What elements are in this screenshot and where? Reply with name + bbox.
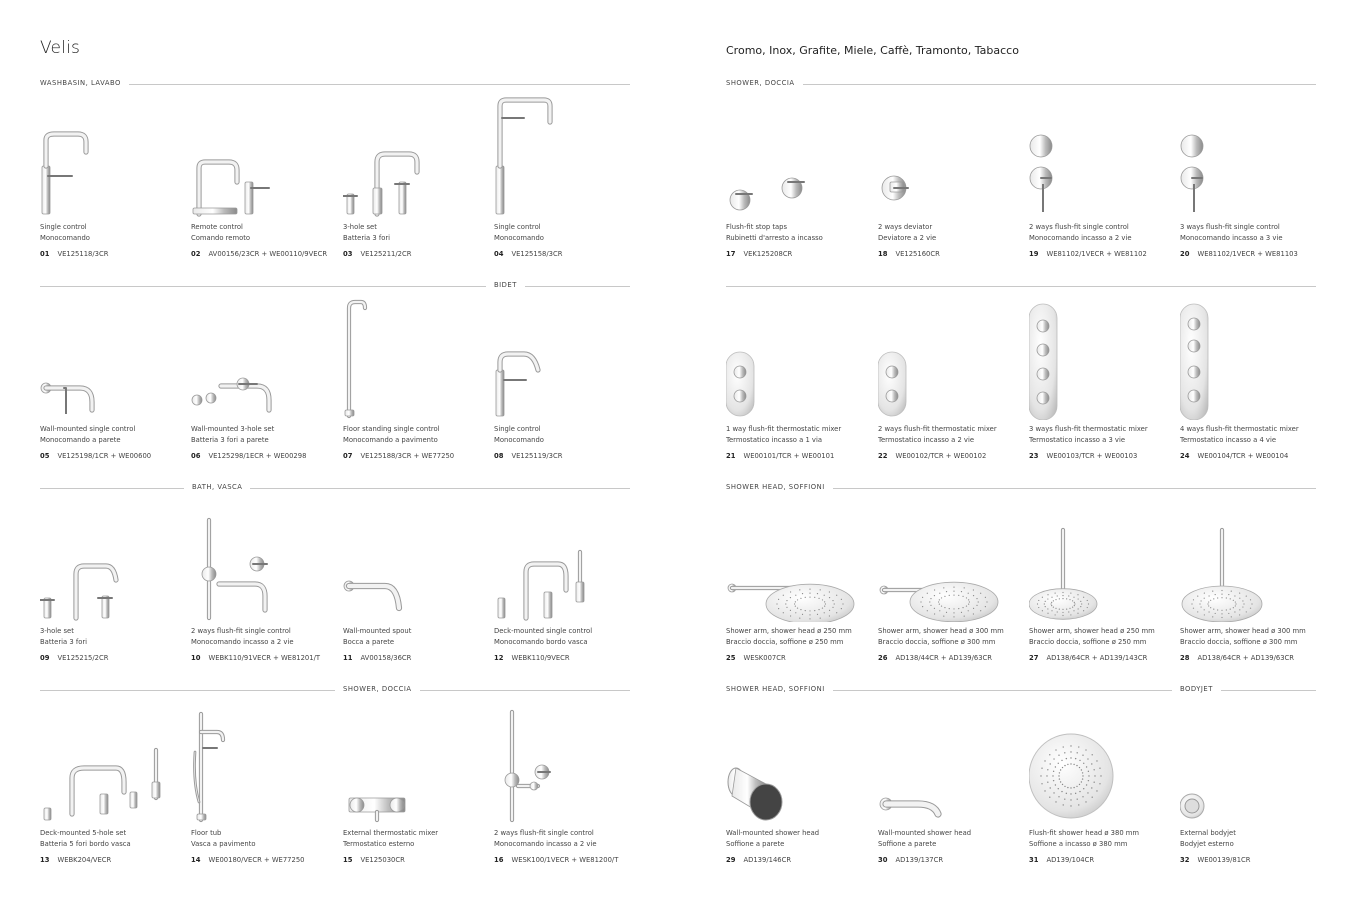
caption-it: Monocomando incasso a 3 vie	[1180, 233, 1283, 242]
product-item-22	[878, 298, 1028, 468]
caption-en: Shower arm, shower head ø 300 mm	[878, 627, 1004, 635]
product-code-line	[726, 452, 834, 460]
product-code: WE00101/TCR + WE00101	[743, 452, 835, 460]
ceiling-shower-head-300-icon	[1180, 500, 1320, 622]
caption-it: Monocomando	[494, 435, 544, 444]
product-item-29	[726, 702, 876, 872]
caption-it: Braccio doccia, soffione ø 300 mm	[1180, 637, 1298, 646]
product-code: AV00156/23CR + WE00110/9VECR	[208, 250, 328, 258]
product-caption	[1180, 222, 1283, 243]
caption-it: Rubinetti d'arresto a incasso	[726, 233, 823, 242]
section-shower-head	[726, 483, 1316, 493]
product-caption	[343, 828, 438, 849]
product-code-line	[343, 452, 454, 460]
caption-it: Termostatico esterno	[343, 839, 415, 848]
product-number: 04	[494, 250, 504, 258]
section-label: SHOWER, DOCCIA	[726, 79, 803, 87]
product-caption	[1180, 424, 1299, 445]
caption-en: 2 ways flush-fit single control	[494, 829, 594, 837]
product-code: VE125188/3CR + WE77250	[360, 452, 455, 460]
section-bath	[40, 483, 630, 493]
caption-en: 1 way flush-fit thermostatic mixer	[726, 425, 842, 433]
ceiling-shower-head-250-icon	[1029, 500, 1169, 622]
caption-it: Termostatico incasso a 1 via	[726, 435, 822, 444]
section-shower	[40, 685, 630, 695]
product-caption	[726, 222, 823, 243]
product-number: 24	[1180, 452, 1190, 460]
caption-en: Wall-mounted spout	[343, 627, 412, 635]
product-number: 13	[40, 856, 50, 864]
caption-en: Wall-mounted single control	[40, 425, 136, 433]
product-number: 22	[878, 452, 888, 460]
bodyjet-icon	[1180, 702, 1320, 824]
section-shower-head-bodyjet	[726, 685, 1316, 695]
product-code-line	[1180, 250, 1298, 258]
curved-shower-head-icon	[878, 702, 1018, 824]
product-code: WE00104/TCR + WE00104	[1197, 452, 1289, 460]
product-caption	[1180, 626, 1306, 647]
product-number: 15	[343, 856, 353, 864]
product-code: WE00103/TCR + WE00103	[1046, 452, 1138, 460]
caption-en: 3 ways flush-fit single control	[1180, 223, 1280, 231]
wall-three-hole-icon	[191, 298, 331, 420]
extra-tall-mixer-icon	[494, 96, 634, 218]
product-caption	[726, 424, 841, 445]
section-label: SHOWER, DOCCIA	[335, 685, 420, 693]
product-number: 31	[1029, 856, 1039, 864]
product-item-08	[494, 298, 644, 468]
product-item-27	[1029, 500, 1179, 670]
bath-three-hole-icon	[40, 500, 180, 622]
product-code-line	[191, 654, 320, 662]
product-code-line	[726, 654, 786, 662]
product-code: WESK100/1VECR + WE81200/T	[511, 856, 619, 864]
caption-it: Bodyjet esterno	[1180, 839, 1234, 848]
caption-it: Monocomando a pavimento	[343, 435, 438, 444]
product-code: AD138/64CR + AD139/63CR	[1197, 654, 1295, 662]
product-code-line	[343, 654, 411, 662]
caption-en: 4 ways flush-fit thermostatic mixer	[1180, 425, 1299, 433]
caption-it: Batteria 5 fori bordo vasca	[40, 839, 131, 848]
product-number: 14	[191, 856, 201, 864]
product-caption	[191, 626, 294, 647]
product-code-line	[494, 250, 562, 258]
product-caption	[878, 222, 936, 243]
product-code: WESK007CR	[743, 654, 786, 662]
product-code-line	[343, 856, 405, 864]
deviator-icon	[878, 96, 1018, 218]
product-item-15	[343, 702, 493, 872]
section-label: WASHBASIN, LAVABO	[40, 79, 129, 87]
caption-it: Termostatico incasso a 2 vie	[878, 435, 975, 444]
product-code: WEBK110/9VECR	[511, 654, 570, 662]
product-number: 02	[191, 250, 201, 258]
product-caption	[40, 222, 90, 243]
product-code: VE125215/2CR	[57, 654, 109, 662]
product-item-30	[878, 702, 1028, 872]
caption-it: Monocomando incasso a 2 vie	[1029, 233, 1132, 242]
product-code: VE125298/1ECR + WE00298	[208, 452, 307, 460]
product-item-19	[1029, 96, 1179, 266]
caption-en: 2 ways flush-fit single control	[1029, 223, 1129, 231]
product-number: 10	[191, 654, 201, 662]
product-item-23	[1029, 298, 1179, 468]
product-caption	[191, 424, 274, 445]
thermostatic-plate-1-icon	[726, 298, 866, 420]
product-caption	[191, 222, 250, 243]
caption-it: Batteria 3 fori	[343, 233, 391, 242]
caption-it: Braccio doccia, soffione ø 250 mm	[1029, 637, 1147, 646]
product-item-13	[40, 702, 190, 872]
product-code: AD139/146CR	[743, 856, 792, 864]
two-way-control-icon	[1029, 96, 1169, 218]
caption-it: Monocomando incasso a 2 vie	[191, 637, 294, 646]
product-item-21	[726, 298, 876, 468]
product-item-31	[1029, 702, 1179, 872]
caption-it: Vasca a pavimento	[191, 839, 256, 848]
product-code: VE125118/3CR	[57, 250, 109, 258]
floor-tub-mixer-icon	[191, 702, 331, 824]
thermostatic-mixer-icon	[343, 702, 483, 824]
product-number: 01	[40, 250, 50, 258]
product-code-line	[878, 452, 986, 460]
product-code-line	[878, 856, 943, 864]
section-label: SHOWER HEAD, SOFFIONI	[726, 483, 833, 491]
product-code-line	[1180, 856, 1251, 864]
product-number: 09	[40, 654, 50, 662]
product-number: 17	[726, 250, 736, 258]
caption-it: Braccio doccia, soffione ø 250 mm	[726, 637, 844, 646]
product-code-line	[1180, 654, 1294, 662]
product-caption	[343, 424, 440, 445]
product-item-18	[878, 96, 1028, 266]
product-code: VEK125208CR	[743, 250, 793, 258]
wall-shower-head-250-icon	[726, 500, 866, 622]
caption-it: Braccio doccia, soffione ø 300 mm	[878, 637, 996, 646]
product-item-26	[878, 500, 1028, 670]
tall-basin-mixer-icon	[40, 96, 180, 218]
section-label: BIDET	[486, 281, 525, 289]
caption-it: Termostatico incasso a 3 vie	[1029, 435, 1126, 444]
thermostatic-plate-3-icon	[1029, 298, 1169, 420]
product-caption	[40, 424, 135, 445]
small-shower-head-icon	[726, 702, 866, 824]
product-code: VE125158/3CR	[511, 250, 563, 258]
product-number: 05	[40, 452, 50, 460]
product-caption	[191, 828, 256, 849]
product-code: AD138/44CR + AD139/63CR	[895, 654, 993, 662]
caption-en: Single control	[40, 223, 87, 231]
product-code-line	[343, 250, 411, 258]
caption-en: Wall-mounted shower head	[878, 829, 972, 837]
product-number: 12	[494, 654, 504, 662]
product-number: 11	[343, 654, 353, 662]
product-item-17	[726, 96, 876, 266]
product-caption	[40, 828, 131, 849]
product-number: 29	[726, 856, 736, 864]
caption-en: Flush-fit shower head ø 380 mm	[1029, 829, 1140, 837]
wall-spout-icon	[343, 500, 483, 622]
product-code-line	[726, 856, 791, 864]
caption-it: Monocomando bordo vasca	[494, 637, 588, 646]
product-code-line	[40, 654, 108, 662]
caption-en: 2 ways flush-fit single control	[191, 627, 291, 635]
product-caption	[494, 222, 544, 243]
product-code-line	[40, 856, 111, 864]
floor-standing-mixer-icon	[343, 298, 483, 420]
caption-it: Monocomando incasso a 2 vie	[494, 839, 597, 848]
caption-en: External thermostatic mixer	[343, 829, 439, 837]
product-caption	[1180, 828, 1236, 849]
caption-en: Floor tub	[191, 829, 222, 837]
section-label: SHOWER HEAD, SOFFIONI	[726, 685, 833, 693]
product-code-line	[878, 250, 940, 258]
caption-it: Termostatico incasso a 4 vie	[1180, 435, 1277, 444]
section-divider	[726, 281, 1316, 291]
product-caption	[878, 626, 1004, 647]
product-caption	[878, 828, 971, 849]
product-caption	[1029, 424, 1148, 445]
product-code-line	[878, 654, 992, 662]
product-code: VE125119/3CR	[511, 452, 563, 460]
caption-en: Single control	[494, 425, 541, 433]
section-label: BATH, VASCA	[184, 483, 250, 491]
five-hole-set-icon	[40, 702, 180, 824]
product-number: 27	[1029, 654, 1039, 662]
caption-en: Wall-mounted shower head	[726, 829, 820, 837]
three-hole-set-icon	[343, 96, 483, 218]
product-code: WE81102/1VECR + WE81103	[1197, 250, 1298, 258]
product-code: AD139/137CR	[895, 856, 944, 864]
product-code-line	[1029, 856, 1094, 864]
wall-shower-head-300-icon	[878, 500, 1018, 622]
product-code-line	[40, 452, 151, 460]
product-code-line	[191, 250, 327, 258]
product-number: 32	[1180, 856, 1190, 864]
product-caption	[726, 828, 819, 849]
caption-en: Wall-mounted 3-hole set	[191, 425, 275, 433]
remote-control-mixer-icon	[191, 96, 331, 218]
product-code-line	[494, 452, 562, 460]
product-code-line	[191, 452, 306, 460]
product-caption	[494, 626, 592, 647]
caption-it: Soffione a incasso ø 380 mm	[1029, 839, 1128, 848]
deck-mounted-mixer-icon	[494, 500, 634, 622]
product-code: WE00180/VECR + WE77250	[208, 856, 305, 864]
product-item-11	[343, 500, 493, 670]
section-shower	[726, 79, 1316, 89]
product-number: 25	[726, 654, 736, 662]
caption-it: Monocomando	[40, 233, 90, 242]
caption-en: Shower arm, shower head ø 250 mm	[726, 627, 852, 635]
shower-set-icon	[494, 702, 634, 824]
product-item-06	[191, 298, 341, 468]
bidet-mixer-icon	[494, 298, 634, 420]
product-item-09	[40, 500, 190, 670]
product-number: 28	[1180, 654, 1190, 662]
section-bidet	[40, 281, 630, 291]
product-item-16	[494, 702, 644, 872]
product-caption	[494, 828, 597, 849]
product-item-20	[1180, 96, 1330, 266]
product-code: AD138/64CR + AD139/143CR	[1046, 654, 1148, 662]
caption-it: Monocomando	[494, 233, 544, 242]
caption-en: 3-hole set	[343, 223, 377, 231]
caption-it: Soffione a parete	[878, 839, 937, 848]
product-code: AV00158/36CR	[360, 654, 412, 662]
caption-en: Deck-mounted 5-hole set	[40, 829, 127, 837]
product-item-04	[494, 96, 644, 266]
product-code-line	[1029, 250, 1147, 258]
caption-en: Shower arm, shower head ø 250 mm	[1029, 627, 1155, 635]
caption-it: Bocca a parete	[343, 637, 395, 646]
product-number: 08	[494, 452, 504, 460]
caption-en: Remote control	[191, 223, 243, 231]
section-label: BODYJET	[1172, 685, 1221, 693]
caption-en: 3 ways flush-fit thermostatic mixer	[1029, 425, 1148, 433]
caption-en: 2 ways deviator	[878, 223, 933, 231]
product-number: 21	[726, 452, 736, 460]
product-code-line	[494, 654, 570, 662]
caption-it: Batteria 3 fori	[40, 637, 88, 646]
stop-taps-icon	[726, 96, 866, 218]
product-item-10	[191, 500, 341, 670]
product-caption	[343, 222, 390, 243]
product-item-25	[726, 500, 876, 670]
section-washbasin	[40, 79, 630, 89]
product-code-line	[1180, 452, 1288, 460]
product-number: 23	[1029, 452, 1039, 460]
product-code-line	[40, 250, 108, 258]
product-code: WE81102/1VECR + WE81102	[1046, 250, 1147, 258]
caption-it: Deviatore a 2 vie	[878, 233, 937, 242]
caption-it: Soffione a parete	[726, 839, 785, 848]
three-way-control-icon	[1180, 96, 1320, 218]
product-code: VE125030CR	[360, 856, 405, 864]
product-item-12	[494, 500, 644, 670]
wall-mixer-icon	[40, 298, 180, 420]
product-item-02	[191, 96, 341, 266]
product-number: 20	[1180, 250, 1190, 258]
product-item-32	[1180, 702, 1330, 872]
thermostatic-plate-4-icon	[1180, 298, 1320, 420]
product-number: 30	[878, 856, 888, 864]
product-caption	[494, 424, 544, 445]
caption-en: Single control	[494, 223, 541, 231]
caption-it: Comando remoto	[191, 233, 251, 242]
product-code: VE125160CR	[895, 250, 940, 258]
product-caption	[726, 626, 852, 647]
product-caption	[1029, 828, 1139, 849]
caption-en: Deck-mounted single control	[494, 627, 593, 635]
product-code: WE00102/TCR + WE00102	[895, 452, 987, 460]
product-number: 19	[1029, 250, 1039, 258]
product-item-14	[191, 702, 341, 872]
product-code-line	[726, 250, 792, 258]
caption-it: Monocomando a parete	[40, 435, 121, 444]
caption-en: External bodyjet	[1180, 829, 1236, 837]
product-code-line	[191, 856, 304, 864]
product-item-24	[1180, 298, 1330, 468]
product-code-line	[494, 856, 618, 864]
product-number: 07	[343, 452, 353, 460]
product-item-07	[343, 298, 493, 468]
product-caption	[343, 626, 411, 647]
product-number: 16	[494, 856, 504, 864]
product-code: AD139/104CR	[1046, 856, 1095, 864]
product-number: 26	[878, 654, 888, 662]
product-item-05	[40, 298, 190, 468]
product-code: WE00139/81CR	[1197, 856, 1251, 864]
finishes-list: Cromo, Inox, Grafite, Miele, Caffè, Tramonto, Tabacco	[726, 44, 1019, 57]
caption-en: 3-hole set	[40, 627, 74, 635]
caption-en: Floor standing single control	[343, 425, 440, 433]
product-item-28	[1180, 500, 1330, 670]
product-code-line	[1029, 654, 1147, 662]
caption-en: Shower arm, shower head ø 300 mm	[1180, 627, 1306, 635]
product-number: 03	[343, 250, 353, 258]
product-number: 06	[191, 452, 201, 460]
product-number: 18	[878, 250, 888, 258]
product-code: VE125198/1CR + WE00600	[57, 452, 152, 460]
product-caption	[878, 424, 997, 445]
product-code: WEBK110/91VECR + WE81201/T	[208, 654, 321, 662]
product-item-01	[40, 96, 190, 266]
thermostatic-plate-2-icon	[878, 298, 1018, 420]
product-code-line	[1029, 452, 1137, 460]
product-caption	[1029, 222, 1132, 243]
product-code: VE125211/2CR	[360, 250, 412, 258]
product-item-03	[343, 96, 493, 266]
product-code: WEBK204/VECR	[57, 856, 112, 864]
caption-en: 2 ways flush-fit thermostatic mixer	[878, 425, 997, 433]
bath-flush-fit-icon	[191, 500, 331, 622]
product-caption	[1029, 626, 1155, 647]
caption-it: Batteria 3 fori a parete	[191, 435, 269, 444]
caption-en: Flush-fit stop taps	[726, 223, 788, 231]
page-title: Velis	[40, 38, 81, 58]
flush-shower-head-icon	[1029, 702, 1169, 824]
product-caption	[40, 626, 87, 647]
